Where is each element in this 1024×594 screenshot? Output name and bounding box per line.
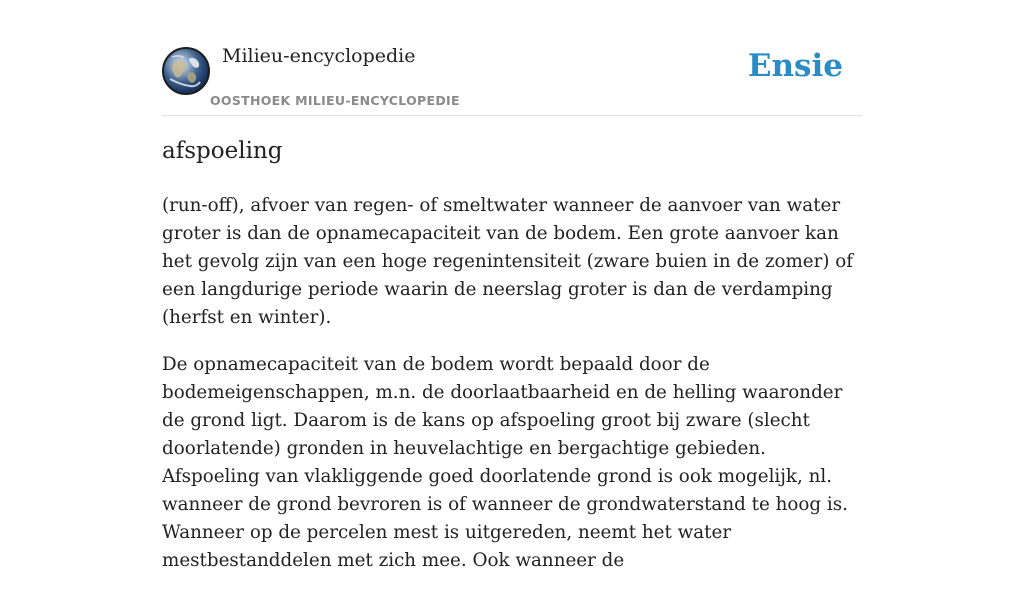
- article-paragraph: (run-off), afvoer van regen- of smeltwater wanneer de aanvoer van water groter is dan de opnamecapaciteit van de bodem. Een grote aanvoer kan het gevolg zijn van een hoge regenintensiteit (zware buien in de zomer) of een langdurige periode waarin de neerslag groter is dan de verdamping (herfst en winter).: [162, 195, 854, 328]
- earth-globe-icon[interactable]: [162, 47, 210, 95]
- site-header: [162, 0, 862, 116]
- site-subtitle: OOSTHOEK MILIEU-ENCYCLOPEDIE: [210, 93, 460, 108]
- site-title[interactable]: Milieu-encyclopedie: [222, 45, 416, 67]
- page-title: afspoeling: [162, 138, 283, 164]
- article-paragraph: De opnamecapaciteit van de bodem wordt bepaald door de bodemeigenschappen, m.n. de doorlaatbaarheid en de helling waaronder de grond ligt. Daarom is de kans op afspoeling groot bij zware (slecht doorlatende) gronden in heuvelachtige en bergachtige gebieden. Afspoeling van vlakliggende goed doorlatende grond is ook mogelijk, nl. wanneer de grond bevroren is of wanneer de grondwaterstand te hoog is. Wanneer op de percelen mest is uitgereden, neemt het water mestbestanddelen met zich mee. Ook wanneer de: [162, 354, 848, 571]
- article-body: [162, 192, 862, 594]
- ensie-logo-link[interactable]: Ensie: [747, 48, 843, 84]
